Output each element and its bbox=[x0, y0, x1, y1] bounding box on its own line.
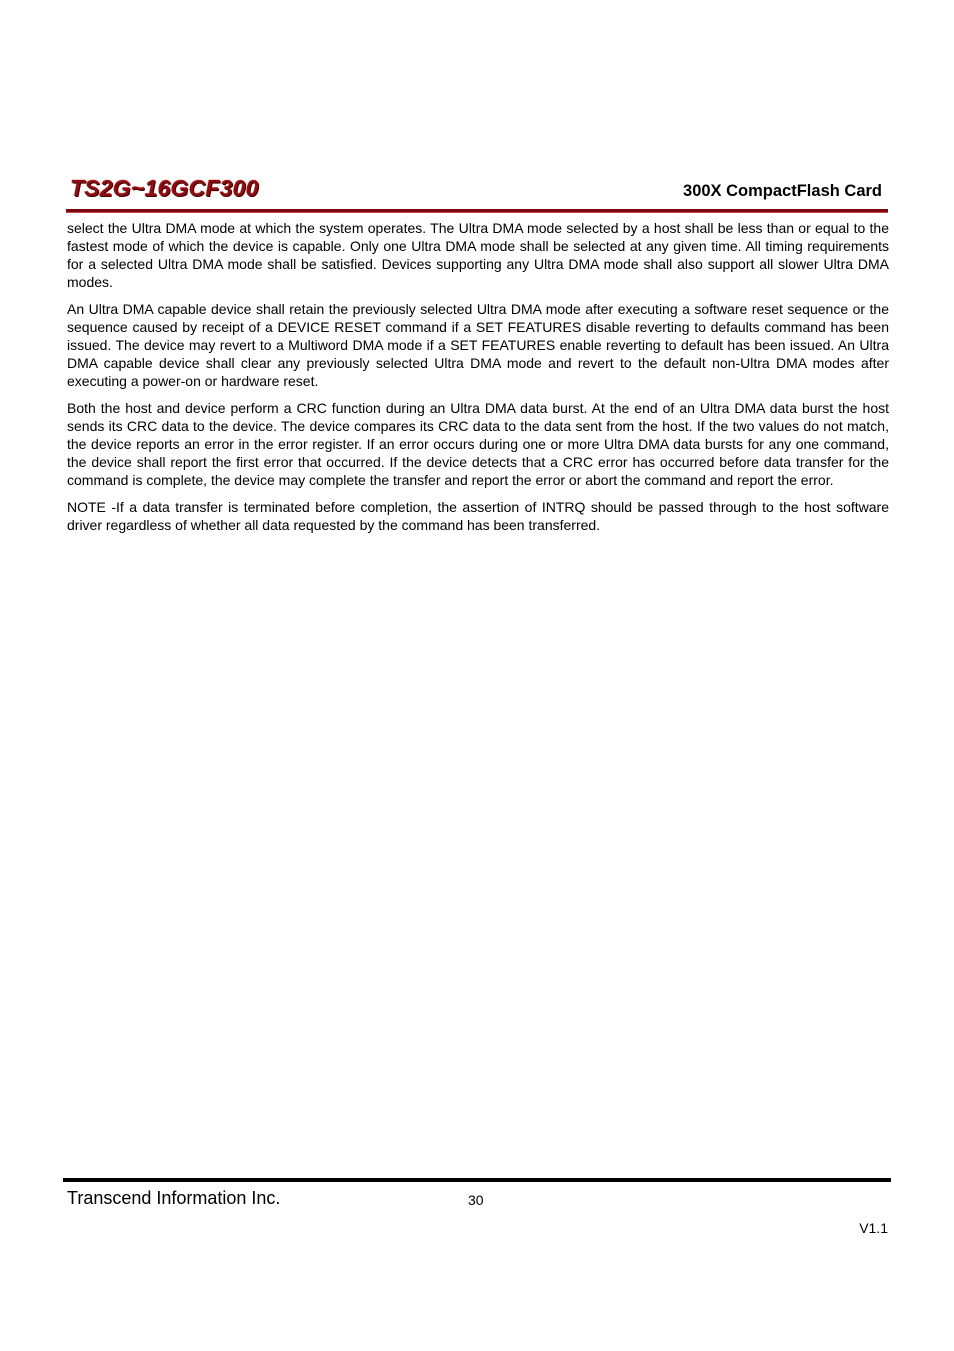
document-version: V1.1 bbox=[859, 1220, 888, 1236]
page-number: 30 bbox=[468, 1192, 484, 1208]
paragraph-ultra-dma-selection: select the Ultra DMA mode at which the system operates. The Ultra DMA mode selected by a host shall be less than or equal to the fastest mode of which the device is capable. Only one Ultra DMA mode shall be selected at any given time. All timing requirements for a selected Ultra DMA mode shall be satisfied. Devices supporting any Ultra DMA mode shall also support all slower Ultra DMA modes. bbox=[67, 220, 889, 290]
product-title: TS2G~16GCF300 bbox=[70, 175, 259, 201]
paragraph-crc-function: Both the host and device perform a CRC function during an Ultra DMA data burst. At the end of an Ultra DMA data burst the host sends its CRC data to the device. The device compares its CRC data to the data sent from the host. If the two values do not match, the device reports an error in the error register. If an error occurs during one or more Ultra DMA data bursts for any one command, the device shall report the first error that occurred. If the device detects that a CRC error has occurred before data transfer for the command is complete, the device may complete the transfer and report the error or abort the command and report the error. bbox=[67, 400, 889, 488]
header-divider bbox=[66, 209, 888, 213]
body-text bbox=[67, 219, 889, 543]
document-subtitle: 300X CompactFlash Card bbox=[683, 182, 882, 200]
paragraph-note-intrq: NOTE -If a data transfer is terminated before completion, the assertion of INTRQ should be passed through to the host software driver regardless of whether all data requested by the command has been transferred. bbox=[67, 499, 889, 533]
footer-company: Transcend Information Inc. bbox=[67, 1188, 281, 1208]
footer-divider bbox=[63, 1178, 891, 1182]
page-header bbox=[66, 170, 888, 214]
paragraph-ultra-dma-retention: An Ultra DMA capable device shall retain the previously selected Ultra DMA mode after executing a software reset sequence or the sequence caused by receipt of a DEVICE RESET command if a SET FEATURES disable reverting to defaults command has been issued. The device may revert to a Multiword DMA mode if a SET FEATURES enable reverting to default has been issued. An Ultra DMA capable device shall clear any previously selected Ultra DMA mode and revert to the default non-Ultra DMA modes after executing a power-on or hardware reset. bbox=[67, 301, 889, 389]
